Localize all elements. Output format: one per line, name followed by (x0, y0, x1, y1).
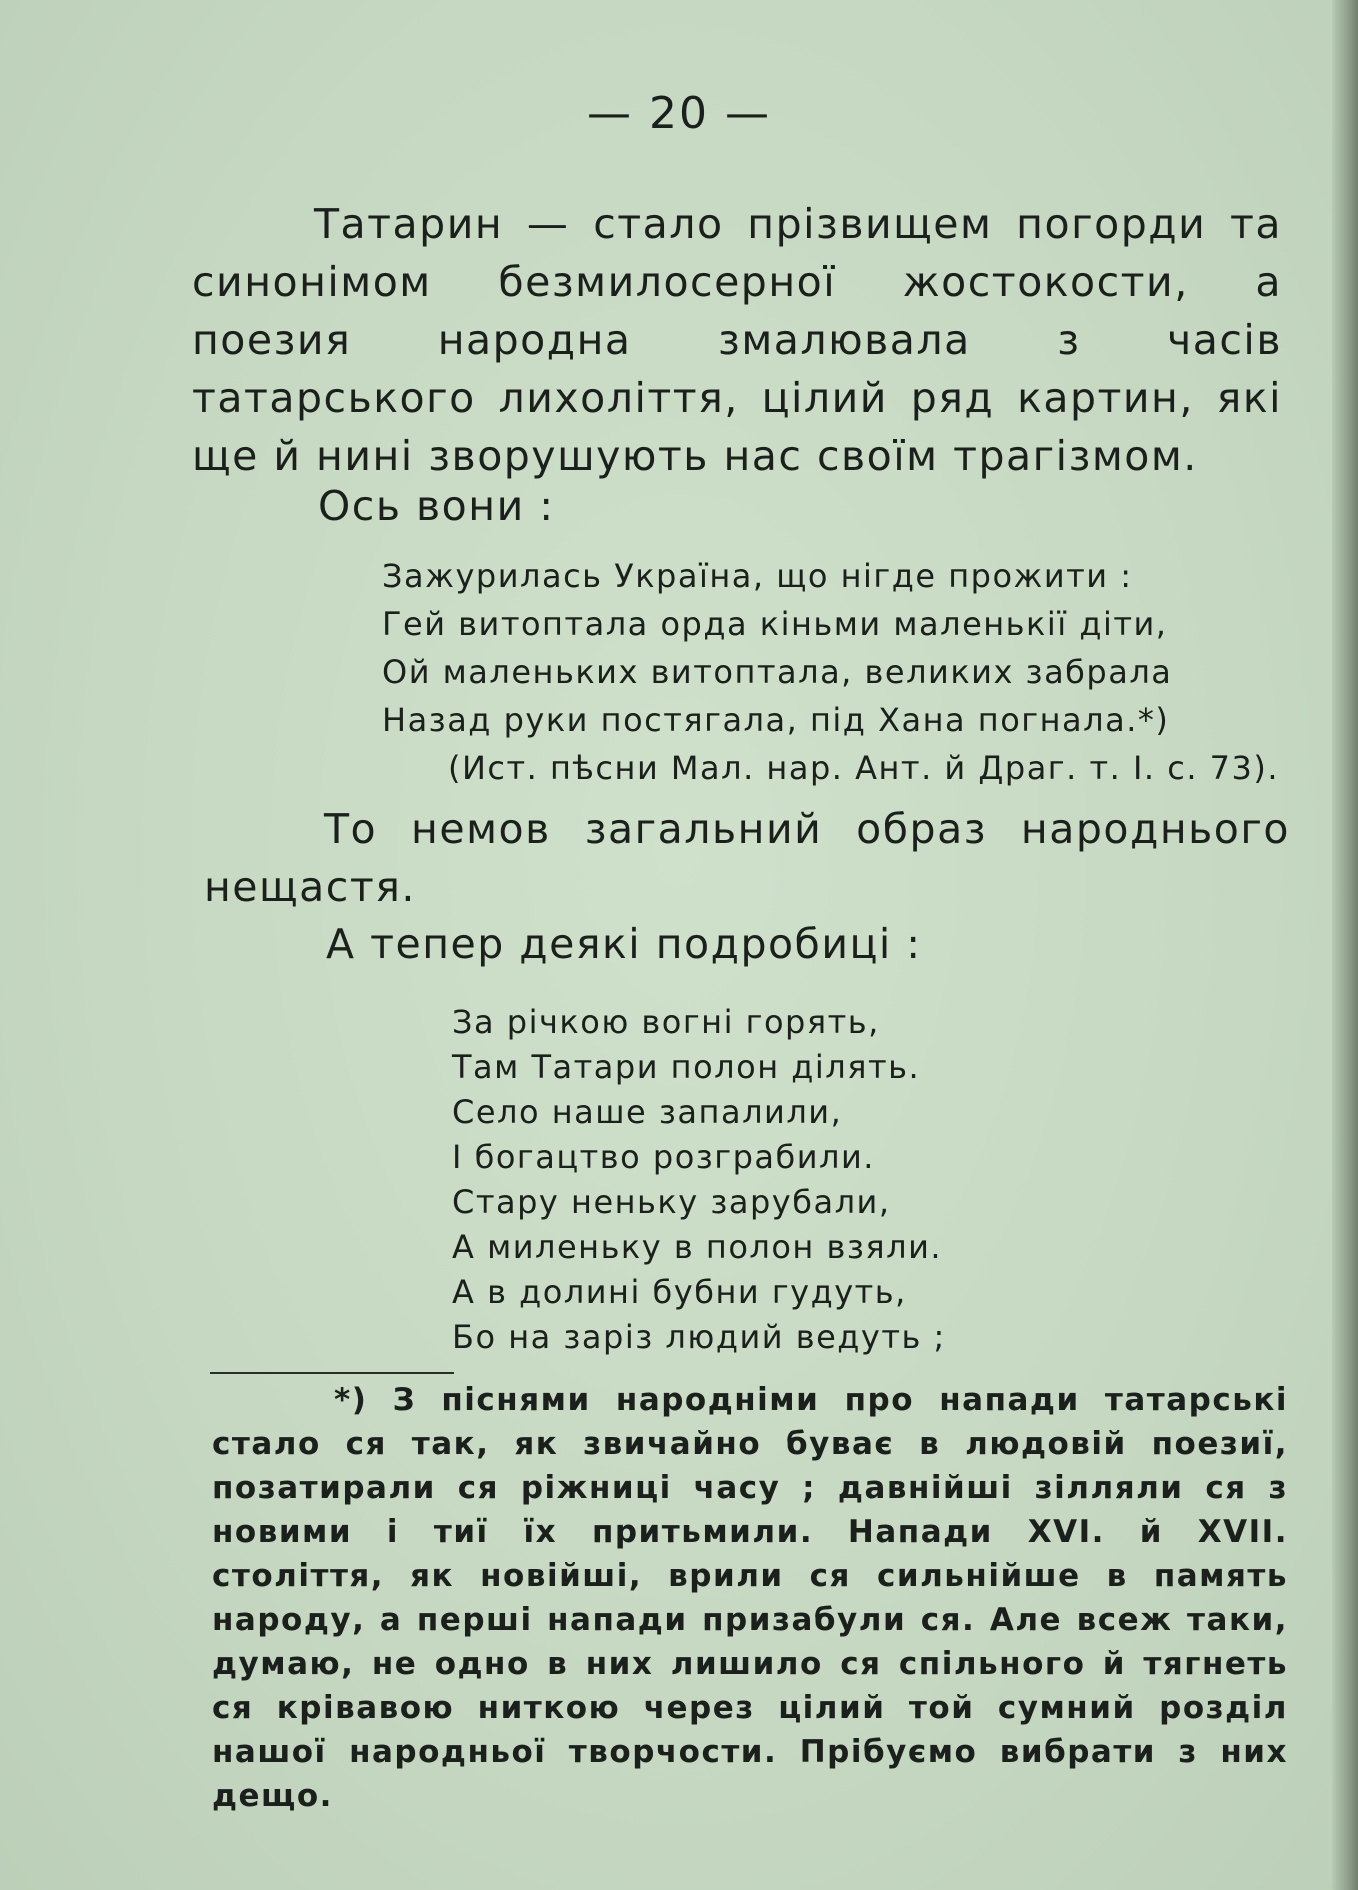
verse-source-citation: (Ист. пѣсни Мал. нар. Ант. й Драг. т. I. с. 73). (448, 749, 1280, 787)
paragraph-tatar: Татарин — стало прізвищем погорди та синонімом безмилосерної жостокости, а поезия народна змалювала з часів татарського лихоліття, цілий ряд картин, які ще й нині зворушують нас своїм трагізмом. (192, 200, 1282, 480)
verse-line: Там Татари полон ділять. (452, 1048, 921, 1086)
verse-line: І богацтво розграбили. (452, 1138, 875, 1176)
book-spine-shadow (1332, 0, 1358, 1890)
verse-line: Ой маленьких витоптала, великих забрала (382, 653, 1173, 691)
footnote-divider (210, 1372, 454, 1374)
verse-line: Село наше запалили, (452, 1093, 843, 1131)
verse-line: А миленьку в полон взяли. (452, 1228, 943, 1266)
verse-line: Гей витоптала орда кіньми маленькії діти, (382, 605, 1168, 643)
intro-details: А тепер деякі подробиці : (326, 920, 922, 968)
verse-line: Зажурилась Україна, що нігде прожити : (382, 557, 1133, 595)
verse-line: А в долині бубни гудуть, (452, 1273, 907, 1311)
verse-line: Стару неньку зарубали, (452, 1183, 891, 1221)
footnote: *) З піснями народніми про напади татарські стало ся так, як звичайно буває в людовій поезиї, позатирали ся ріжниці часу ; давнійші зілляли ся з новими і тиї їх притьмили. Напади XVI. й XVII. століття, як новійші, врили ся сильнійше в память народу, а перші напади призабули ся. Але всеж таки, думаю, не одно в них лишило ся спільного й тягнеть ся крівавою ниткою через цілий той сумний розділ нашої народньої творчости. Прібуємо вибрати з них дещо. (212, 1382, 1288, 1814)
paragraph-general-image: То немов загальний образ народнього нещастя. (204, 805, 1290, 911)
page-number: — 20 — (587, 88, 771, 139)
verse-beyond-the-river (452, 1000, 946, 1360)
intro-here-they-are: Ось вони : (318, 482, 555, 530)
verse-line: Бо на заріз людий ведуть ; (452, 1318, 946, 1356)
verse-line: Назад руки постягала, під Хана погнала.*) (382, 701, 1170, 739)
verse-line: За річкою вогні горять, (452, 1003, 880, 1041)
verse-ukraine-grieved (382, 552, 1279, 792)
